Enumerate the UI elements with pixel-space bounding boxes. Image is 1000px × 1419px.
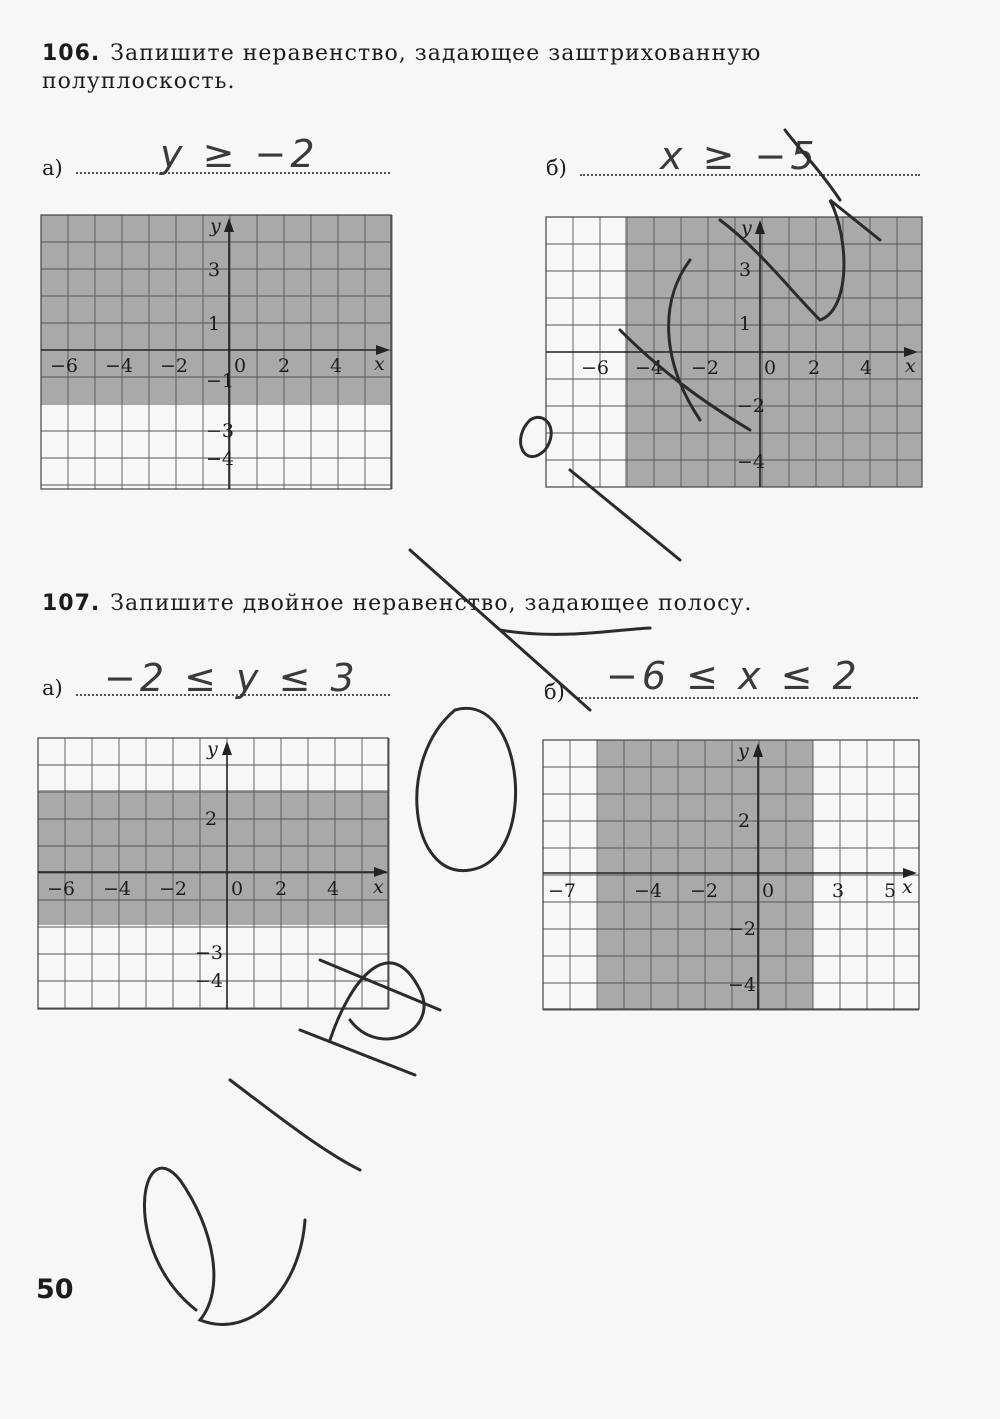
graph-107b <box>540 737 922 1012</box>
page-number: 50 <box>36 1274 74 1305</box>
x-tick-label: 0 <box>764 357 777 379</box>
y-tick-label: −2 <box>728 918 757 940</box>
task-107-title <box>42 590 942 618</box>
y-axis-label: y <box>210 215 221 237</box>
task-number: 106. <box>42 41 101 66</box>
x-tick-label: −2 <box>160 355 189 377</box>
pen-stroke <box>417 708 516 870</box>
y-tick-label: 1 <box>208 313 221 335</box>
y-axis-label: y <box>738 740 749 762</box>
x-tick-label: 4 <box>860 357 873 379</box>
x-axis-label: x <box>902 876 913 898</box>
handwritten-answer: x ≥ −5 <box>660 134 819 178</box>
x-tick-label: 3 <box>832 880 845 902</box>
x-tick-label: 0 <box>234 355 247 377</box>
graph-106a <box>38 212 394 492</box>
part-a-label: а) <box>42 676 63 700</box>
x-tick-label: −6 <box>50 355 79 377</box>
y-tick-label: −3 <box>206 420 235 442</box>
y-tick-label: −2 <box>737 395 766 417</box>
x-tick-label: 5 <box>884 880 897 902</box>
x-tick-label: −7 <box>548 880 577 902</box>
handwritten-answer: −2 ≤ y ≤ 3 <box>104 656 359 700</box>
x-tick-label: 4 <box>327 878 340 900</box>
graph-106b <box>543 214 925 490</box>
handwritten-answer: −6 ≤ x ≤ 2 <box>606 654 861 698</box>
task-number: 107. <box>42 591 101 616</box>
x-tick-label: −6 <box>47 878 76 900</box>
x-tick-label: −4 <box>105 355 134 377</box>
x-axis-label: x <box>905 355 916 377</box>
y-tick-label: −4 <box>728 974 757 996</box>
y-tick-label: 2 <box>738 810 751 832</box>
x-tick-label: −6 <box>581 357 610 379</box>
x-tick-label: −2 <box>159 878 188 900</box>
part-a-label: а) <box>42 156 63 180</box>
task-106-title <box>42 40 942 96</box>
x-tick-label: −4 <box>635 357 664 379</box>
part-b-label: б) <box>546 156 567 180</box>
y-axis-label: y <box>741 217 752 239</box>
y-tick-label: 1 <box>739 313 752 335</box>
part-b-label: б) <box>544 680 565 704</box>
y-axis-arrow <box>222 741 232 755</box>
handwritten-answer: y ≥ −2 <box>160 132 319 176</box>
x-tick-label: 2 <box>808 357 821 379</box>
x-tick-label: 2 <box>275 878 288 900</box>
x-tick-label: −2 <box>690 880 719 902</box>
x-tick-label: 0 <box>231 878 244 900</box>
x-tick-label: 2 <box>278 355 291 377</box>
x-axis-label: x <box>374 353 385 375</box>
task-text: Запишите неравенство, задающее заштрихованную полуплоскость. <box>42 41 762 94</box>
y-tick-label: 2 <box>205 808 218 830</box>
x-tick-label: 4 <box>330 355 343 377</box>
y-tick-label: −1 <box>206 370 235 392</box>
y-axis-label: y <box>207 738 218 760</box>
y-tick-label: 3 <box>739 259 752 281</box>
y-tick-label: −4 <box>206 448 235 470</box>
task-text: Запишите двойное неравенство, задающее полосу. <box>110 591 753 616</box>
y-tick-label: 3 <box>208 259 221 281</box>
y-tick-label: −4 <box>195 970 224 992</box>
x-tick-label: −2 <box>691 357 720 379</box>
x-tick-label: 0 <box>762 880 775 902</box>
x-tick-label: −4 <box>634 880 663 902</box>
pen-stroke <box>144 1168 305 1324</box>
y-tick-label: −4 <box>737 451 766 473</box>
x-axis-label: x <box>373 876 384 898</box>
y-tick-label: −3 <box>195 942 224 964</box>
graph-107a <box>35 735 391 1012</box>
x-tick-label: −4 <box>103 878 132 900</box>
